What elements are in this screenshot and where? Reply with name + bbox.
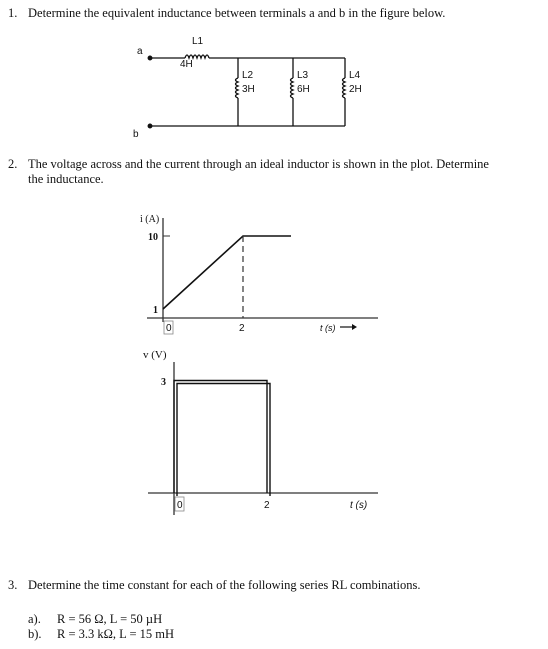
current-x-label: t (s) [320, 323, 336, 333]
q3-number: 3. [8, 578, 18, 592]
voltage-trace-inner [177, 384, 270, 497]
current-trace [163, 236, 291, 309]
l4-value: 2H [349, 84, 362, 95]
l3-name: L3 [297, 70, 309, 81]
current-x-arrow-icon [352, 324, 357, 330]
l2-name: L2 [242, 70, 254, 81]
l2-value: 3H [242, 84, 255, 95]
terminal-a-label: a [137, 46, 143, 57]
voltage-tick-label-3: 3 [161, 377, 166, 388]
q1-text: Determine the equivalent inductance between terminals a and b in the figure below. [28, 6, 446, 20]
q2-number: 2. [8, 157, 18, 171]
current-x-tick-0: 0 [166, 323, 172, 334]
voltage-x-tick-0: 0 [177, 500, 183, 511]
voltage-trace [174, 381, 267, 494]
l4-name: L4 [349, 70, 361, 81]
l1-name: L1 [192, 36, 204, 47]
q3-item-b-label: b). [28, 627, 42, 641]
q2-text-line1: The voltage across and the current through an ideal inductor is shown in the plot. Determine [28, 157, 489, 171]
inductor-l2 [236, 78, 239, 98]
q3-item-a-text: R = 56 Ω, L = 50 µH [57, 612, 163, 626]
current-tick-label-10: 10 [148, 232, 158, 243]
l3-value: 6H [297, 84, 310, 95]
l1-value: 4H [180, 59, 193, 70]
q1-number: 1. [8, 6, 18, 20]
q2-text-line2: the inductance. [28, 172, 104, 186]
current-x-tick-2: 2 [239, 323, 245, 334]
q3-item-a-label: a). [28, 612, 41, 626]
current-plot [140, 214, 378, 334]
q3-item-b-text: R = 3.3 kΩ, L = 15 mH [57, 627, 175, 641]
voltage-x-label: t (s) [350, 500, 368, 511]
terminal-b-label: b [133, 129, 139, 140]
inductor-l1 [185, 55, 209, 58]
q3-text: Determine the time constant for each of the following series RL combinations. [28, 578, 421, 592]
current-tick-label-1: 1 [153, 305, 158, 316]
voltage-plot [143, 349, 378, 515]
inductor-l3 [291, 78, 294, 98]
current-y-label: i (A) [140, 214, 160, 225]
voltage-x-tick-2: 2 [264, 500, 270, 511]
voltage-y-label: v (V) [143, 349, 167, 361]
inductor-l4 [343, 78, 346, 98]
